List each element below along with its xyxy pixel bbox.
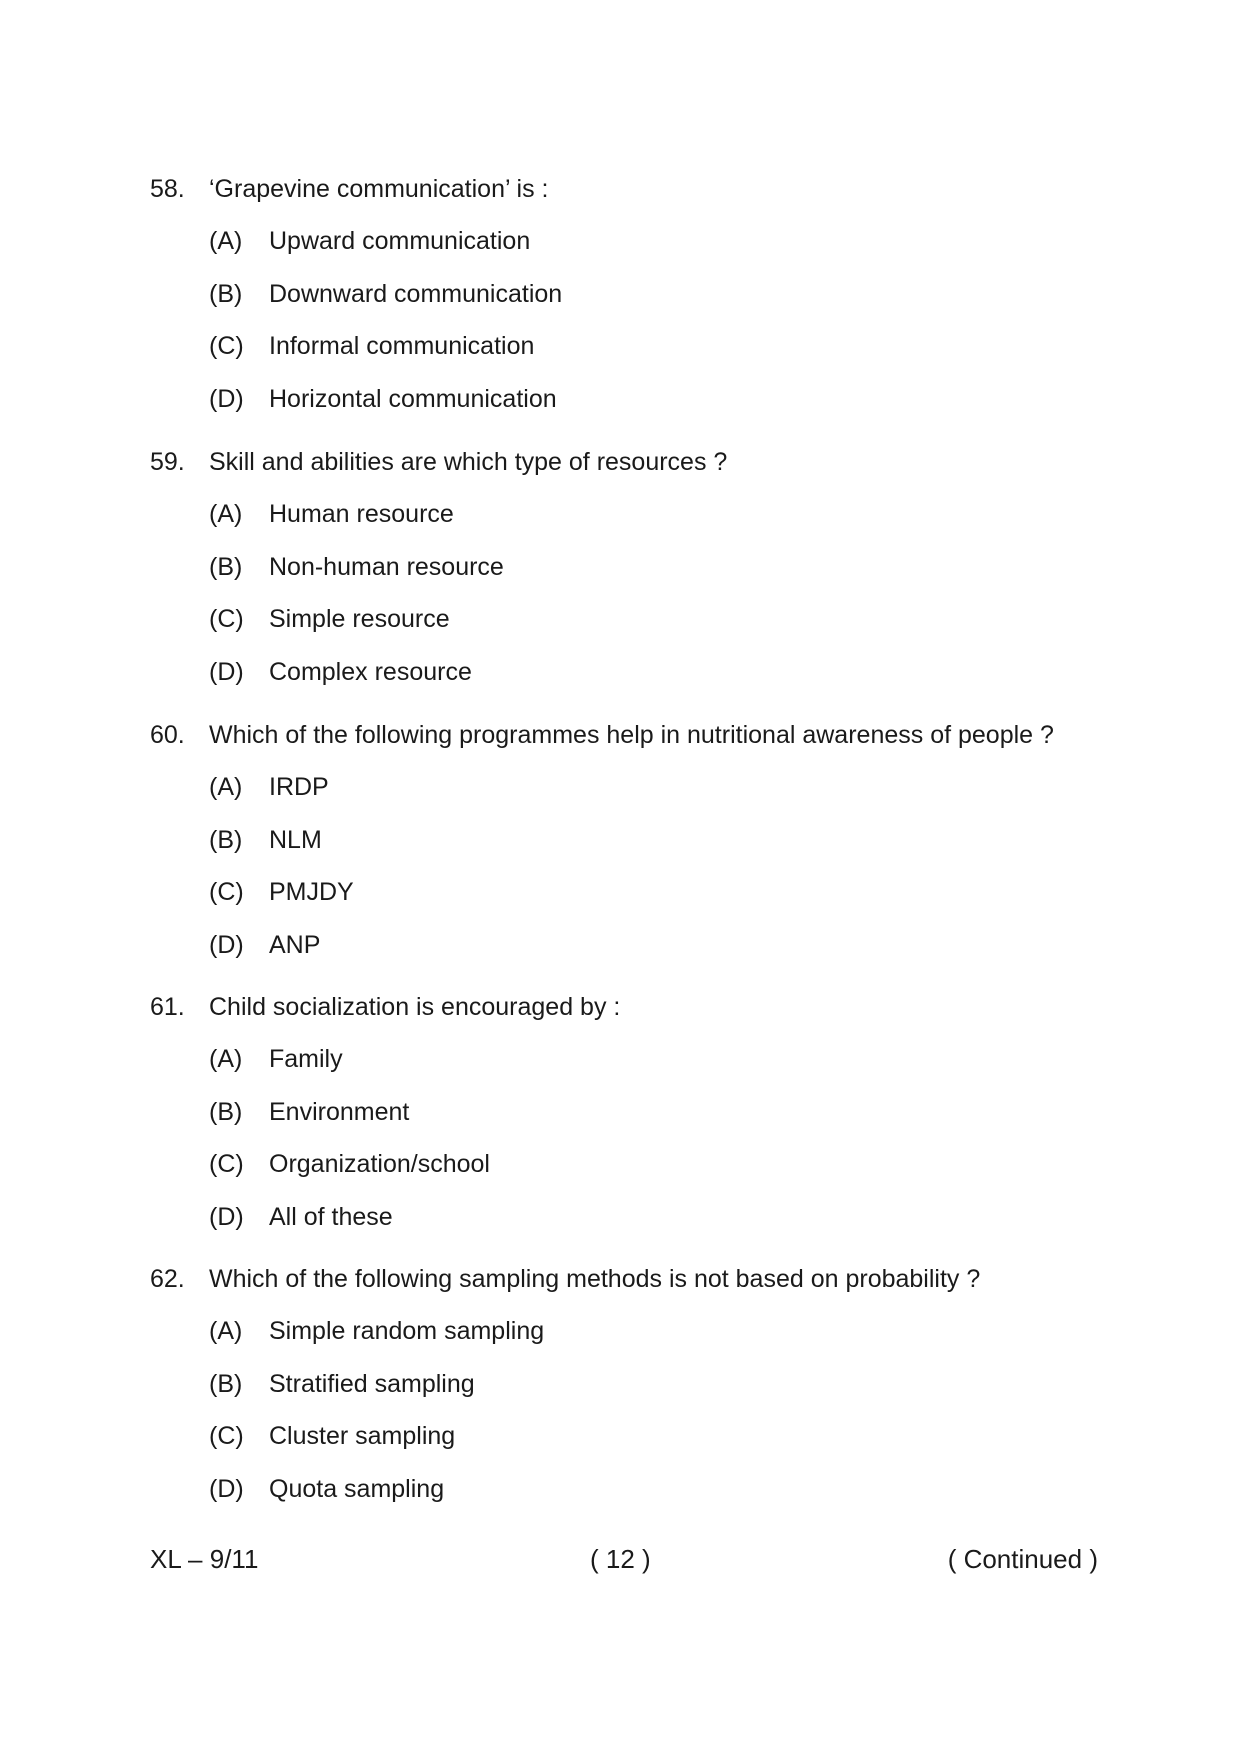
question-58 — [150, 174, 1110, 414]
question-number: 60. — [150, 721, 185, 749]
question-stem — [150, 720, 1110, 750]
question-59 — [150, 447, 1110, 687]
option-text: IRDP — [269, 773, 329, 801]
option-text: Stratified sampling — [269, 1369, 475, 1398]
option-c — [209, 1149, 1110, 1179]
option-c — [209, 331, 1110, 361]
option-text: Quota sampling — [269, 1474, 445, 1503]
option-letter: (C) — [209, 1422, 244, 1450]
question-stem — [150, 992, 1110, 1022]
option-letter: (A) — [209, 500, 243, 528]
question-number: 59. — [150, 448, 185, 476]
question-stem — [150, 447, 1110, 477]
option-text: Simple random sampling — [269, 1317, 545, 1345]
option-text: ANP — [269, 930, 321, 959]
option-text: Non-human resource — [269, 552, 504, 581]
option-letter: (D) — [209, 657, 244, 686]
option-b — [209, 1097, 1110, 1127]
option-letter: (B) — [209, 1369, 243, 1398]
option-letter: (C) — [209, 878, 244, 906]
question-text: Which of the following sampling methods is not based on probability ? — [209, 1265, 981, 1293]
option-letter: (C) — [209, 332, 244, 360]
question-text: Skill and abilities are which type of resources ? — [209, 448, 728, 476]
option-letter: (D) — [209, 384, 244, 413]
option-text: Environment — [269, 1097, 410, 1126]
option-letter: (B) — [209, 552, 243, 581]
option-letter: (A) — [209, 1045, 243, 1073]
option-text: Upward communication — [269, 227, 531, 255]
option-d — [209, 657, 1110, 687]
option-letter: (D) — [209, 930, 244, 959]
option-text: NLM — [269, 825, 322, 854]
option-text: Downward communication — [269, 279, 563, 308]
question-stem — [150, 174, 1110, 204]
option-b — [209, 552, 1110, 582]
option-letter: (A) — [209, 773, 243, 801]
continued-label: ( Continued ) — [947, 1544, 1098, 1574]
option-a — [209, 226, 1110, 256]
question-stem — [150, 1264, 1110, 1294]
question-text: Which of the following programmes help in nutritional awareness of people ? — [209, 721, 1054, 749]
option-letter: (A) — [209, 227, 243, 255]
option-text: Horizontal communication — [269, 384, 557, 413]
option-b — [209, 279, 1110, 309]
option-d — [209, 1202, 1110, 1232]
option-text: Family — [269, 1045, 343, 1073]
question-number: 62. — [150, 1265, 185, 1293]
option-letter: (B) — [209, 1097, 243, 1126]
option-text: All of these — [269, 1202, 393, 1231]
option-d — [209, 1474, 1110, 1504]
question-text: Child socialization is encouraged by : — [209, 993, 621, 1021]
question-60 — [150, 720, 1110, 960]
option-b — [209, 1369, 1110, 1399]
option-text: Organization/school — [269, 1150, 490, 1178]
option-d — [209, 930, 1110, 960]
page-number: ( 12 ) — [590, 1544, 651, 1574]
option-letter: (D) — [209, 1202, 244, 1231]
option-text: Human resource — [269, 500, 454, 528]
question-number: 58. — [150, 175, 185, 203]
question-61 — [150, 992, 1110, 1232]
option-text: Informal communication — [269, 332, 535, 360]
page-footer — [150, 1542, 1098, 1576]
option-c — [209, 1421, 1110, 1451]
question-62 — [150, 1264, 1110, 1504]
option-letter: (A) — [209, 1317, 243, 1345]
option-text: Simple resource — [269, 605, 450, 633]
option-a — [209, 1316, 1110, 1346]
option-letter: (C) — [209, 1150, 244, 1178]
option-letter: (B) — [209, 279, 243, 308]
paper-code: XL – 9/11 — [150, 1544, 259, 1574]
option-a — [209, 772, 1110, 802]
option-text: PMJDY — [269, 878, 354, 906]
option-a — [209, 1044, 1110, 1074]
option-text: Complex resource — [269, 657, 472, 686]
option-letter: (B) — [209, 825, 243, 854]
option-d — [209, 384, 1110, 414]
option-b — [209, 825, 1110, 855]
question-text: ‘Grapevine communication’ is : — [209, 175, 549, 203]
option-c — [209, 604, 1110, 634]
option-letter: (D) — [209, 1474, 244, 1503]
option-letter: (C) — [209, 605, 244, 633]
option-a — [209, 499, 1110, 529]
question-number: 61. — [150, 993, 185, 1021]
option-c — [209, 877, 1110, 907]
option-text: Cluster sampling — [269, 1422, 456, 1450]
